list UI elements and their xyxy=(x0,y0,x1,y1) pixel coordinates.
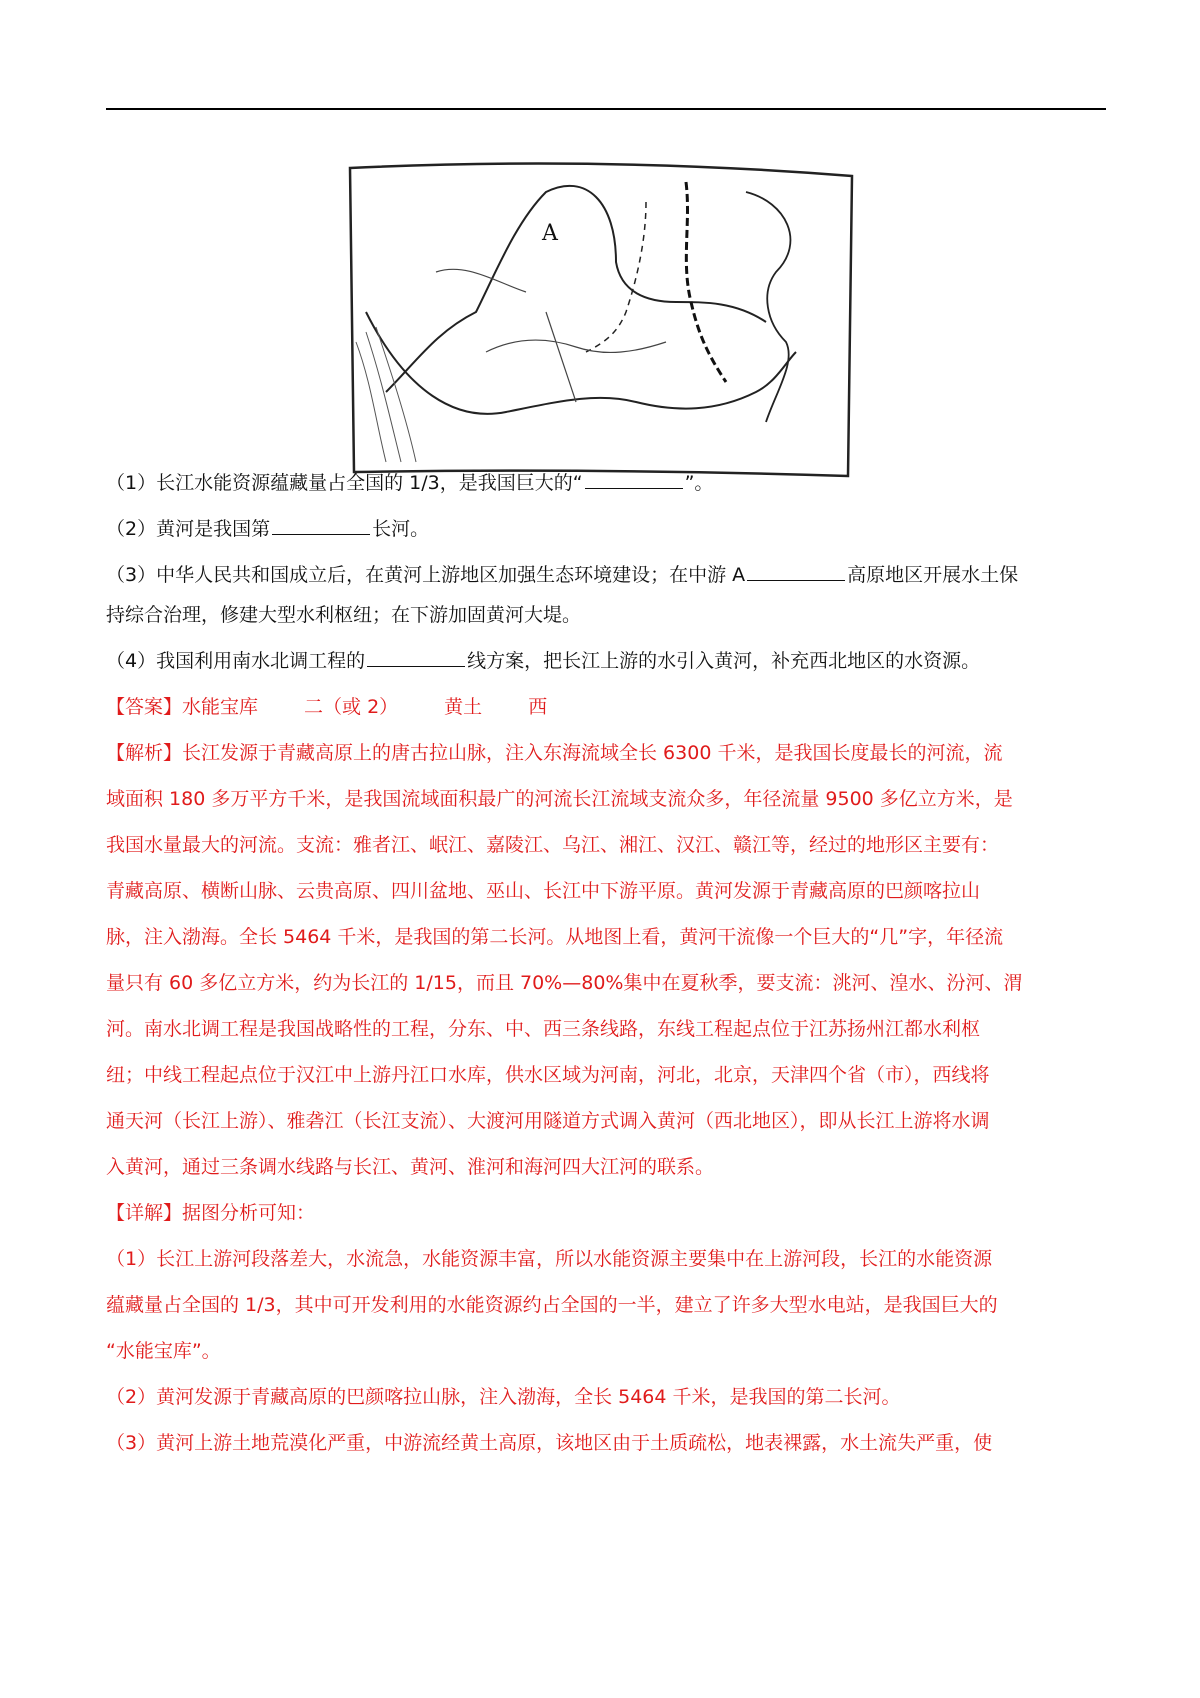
question-3-line-2: 持综合治理，修建大型水利枢纽；在下游加固黄河大堤。 xyxy=(106,604,582,626)
answer-line xyxy=(106,692,1106,722)
map-frame xyxy=(350,164,852,477)
detail-line-4: （2）黄河发源于青藏高原的巴颜喀拉山脉，注入渤海，全长 5464 千米，是我国的第二长河。 xyxy=(106,1386,901,1408)
q3-text-pre: （3）中华人民共和国成立后，在黄河上游地区加强生态环境建设；在中游 A xyxy=(106,564,746,586)
analysis-line-10: 入黄河，通过三条调水线路与长江、黄河、淮河和海河四大江河的联系。 xyxy=(106,1156,715,1178)
river-map xyxy=(346,162,856,482)
q4-text-post: 线方案，把长江上游的水引入黄河，补充西北地区的水资源。 xyxy=(467,650,981,672)
question-4 xyxy=(106,646,1106,676)
analysis-line-7: 河。南水北调工程是我国战略性的工程，分东、中、西三条线路，东线工程起点位于江苏扬州江都水利枢 xyxy=(106,1018,981,1040)
q2-text-pre: （2）黄河是我国第 xyxy=(106,518,271,540)
answer-2: 二（或 2） xyxy=(304,696,399,718)
detail-line-1: （1）长江上游河段落差大，水流急，水能资源丰富，所以水能资源主要集中在上游河段，长江的水能资源 xyxy=(106,1248,993,1270)
detail-intro xyxy=(106,1198,1106,1228)
tributary-3 xyxy=(436,269,526,292)
analysis-line-8: 纽；中线工程起点位于汉江中上游丹江口水库，供水区域为河南，河北，北京，天津四个省（市），西线将 xyxy=(106,1064,990,1086)
yangtze-river xyxy=(366,312,796,414)
tributary-1 xyxy=(486,340,666,352)
canal-route xyxy=(686,182,726,382)
question-3 xyxy=(106,560,1106,590)
detail-tag: 【详解】 xyxy=(106,1202,183,1224)
detail-line-2: 蕴藏量占全国的 1/3，其中可开发利用的水能资源约占全国的一半，建立了许多大型水电站，是我国巨大的 xyxy=(106,1294,998,1316)
analysis-text: 长江发源于青藏高原上的唐古拉山脉，注入东海流域全长 6300 千米，是我国长度最长的河流，流 xyxy=(182,742,1003,764)
detail-intro-text: 据图分析可知： xyxy=(182,1202,316,1224)
analysis-line-1 xyxy=(106,738,1106,768)
answer-4: 西 xyxy=(528,696,548,718)
answer-3: 黄土 xyxy=(444,696,483,718)
analysis-line-9: 通天河（长江上游）、雅砻江（长江支流）、大渡河用隧道方式调入黄河（西北地区），即从长江上游将水调 xyxy=(106,1110,990,1132)
boundary-dashed xyxy=(586,202,646,352)
coast xyxy=(746,192,790,422)
q2-blank xyxy=(272,514,370,535)
q4-text-pre: （4）我国利用南水北调工程的 xyxy=(106,650,366,672)
detail-line-5: （3）黄河上游土地荒漠化严重，中游流经黄土高原，该地区由于土质疏松，地表裸露，水土流失严重，使 xyxy=(106,1432,993,1454)
yellow-river xyxy=(386,186,766,392)
q1-text-pre: （1）长江水能资源蕴藏量占全国的 1/3，是我国巨大的“ xyxy=(106,472,583,494)
q1-blank xyxy=(585,468,683,489)
analysis-line-2: 域面积 180 多万平方千米，是我国流域面积最广的河流长江流域支流众多，年径流量 9500 多亿立方米，是 xyxy=(106,788,1013,810)
analysis-line-6: 量只有 60 多亿立方米，约为长江的 1/15，而且 70%—80%集中在夏秋季，要支流：洮河、湟水、汾河、渭 xyxy=(106,972,1023,994)
analysis-line-3: 我国水量最大的河流。支流：雅者江、岷江、嘉陵江、乌江、湘江、汉江、赣江等，经过的地形区主要有： xyxy=(106,834,1000,856)
detail-line-3: “水能宝库”。 xyxy=(106,1340,221,1362)
map-label-a: A xyxy=(542,221,558,246)
header-rule xyxy=(106,108,1106,110)
q1-text-post: ”。 xyxy=(684,472,714,494)
question-2 xyxy=(106,514,1106,544)
analysis-tag: 【解析】 xyxy=(106,742,183,764)
answer-1: 水能宝库 xyxy=(182,696,259,718)
q2-text-post: 长河。 xyxy=(372,518,430,540)
analysis-line-5: 脉，注入渤海。全长 5464 千米，是我国的第二长河。从地图上看，黄河干流像一个巨大的“几”字，年径流 xyxy=(106,926,1004,948)
analysis-line-4: 青藏高原、横断山脉、云贵高原、四川盆地、巫山、长江中下游平原。黄河发源于青藏高原的巴颜喀拉山 xyxy=(106,880,981,902)
q3-text-post: 高原地区开展水土保 xyxy=(847,564,1019,586)
q3-blank xyxy=(747,560,845,581)
q4-blank xyxy=(367,646,465,667)
question-1 xyxy=(106,468,1106,498)
tributary-2 xyxy=(546,312,576,402)
answer-tag: 【答案】 xyxy=(106,696,183,718)
